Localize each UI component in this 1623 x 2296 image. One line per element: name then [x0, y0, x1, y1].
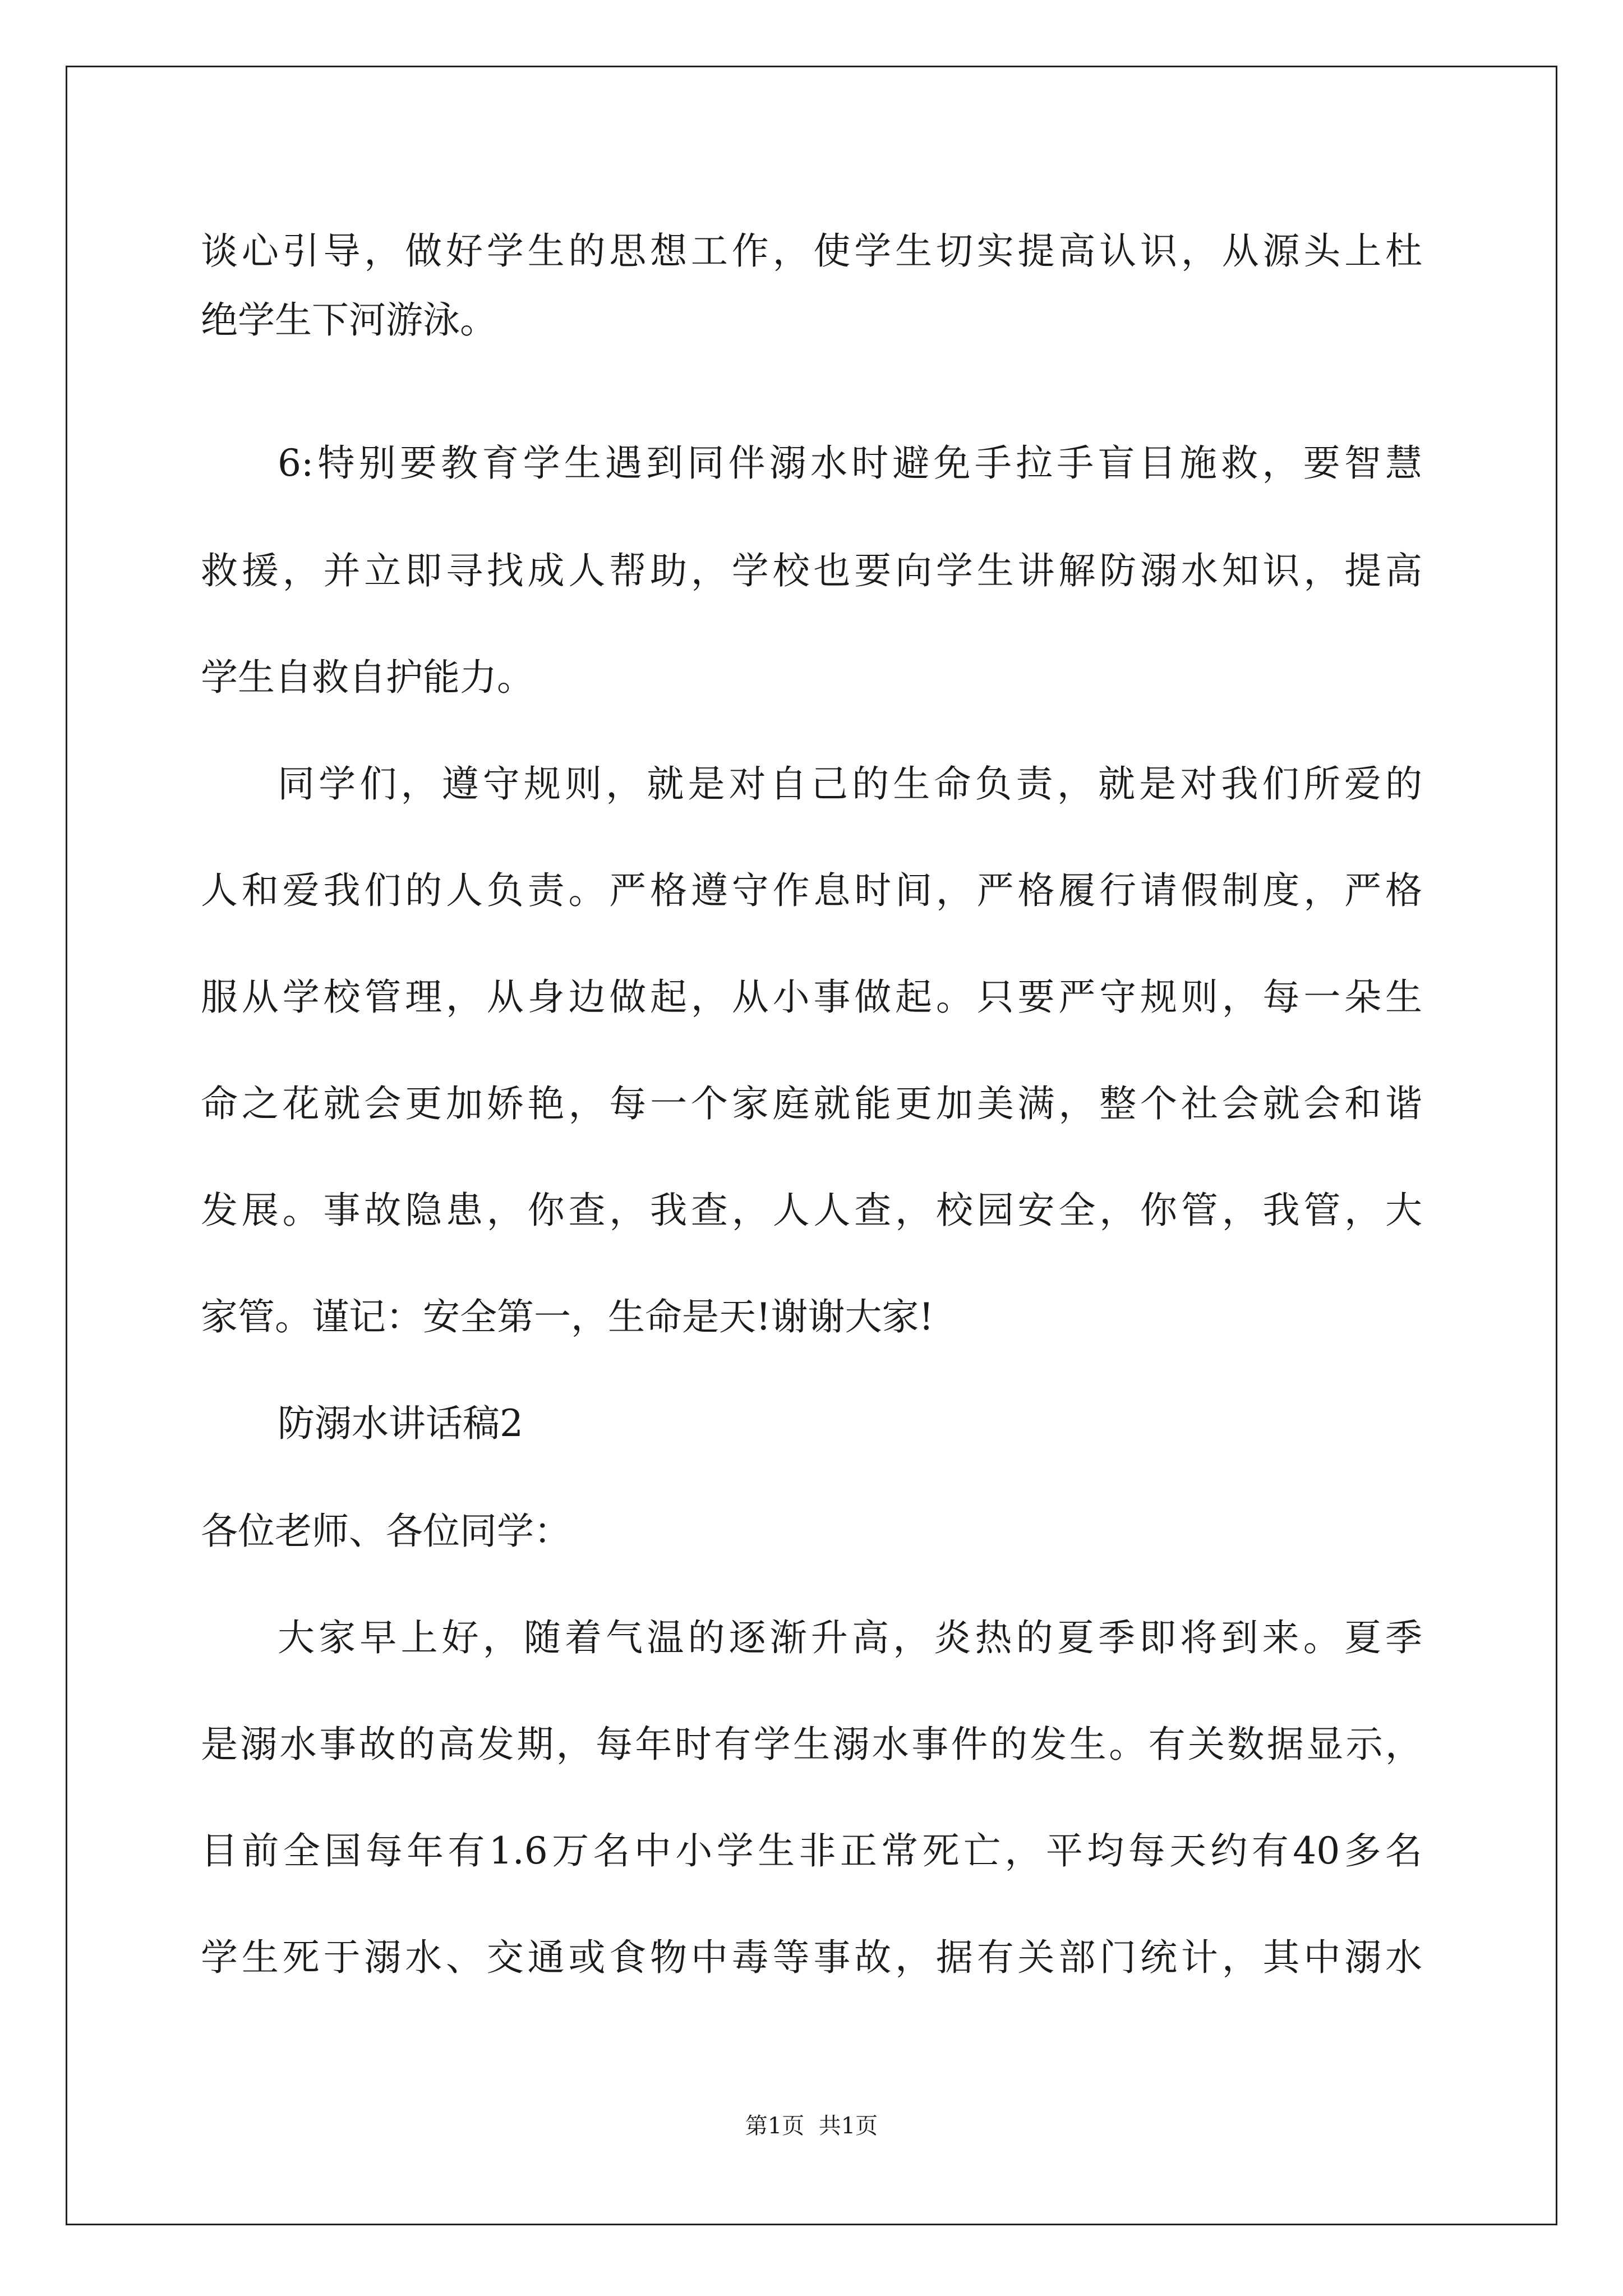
- page-border: [66, 66, 1557, 2225]
- text-line: 是溺水事故的高发期，每年时有学生溺水事件的发生。有关数据显示，: [201, 1723, 1422, 1766]
- text-line: 服从学校管理，从身边做起，从小事做起。只要严守规则，每一朵生: [201, 976, 1422, 1019]
- text-line: 绝学生下河游泳。: [201, 298, 497, 342]
- text-line: 谈心引导，做好学生的思想工作，使学生切实提高认识，从源头上杜: [201, 229, 1422, 273]
- text-line: 家管。谨记：安全第一，生命是天!谢谢大家!: [201, 1295, 934, 1338]
- text-line: 同学们，遵守规则，就是对自己的生命负责，就是对我们所爱的: [278, 762, 1422, 806]
- text-line: 6:特别要教育学生遇到同伴溺水时避免手拉手盲目施救，要智慧: [278, 441, 1422, 485]
- text-line: 学生自救自护能力。: [201, 656, 534, 699]
- salutation: 各位老师、各位同学：: [201, 1510, 571, 1553]
- section-heading: 防溺水讲话稿2: [278, 1402, 523, 1445]
- text-line: 人和爱我们的人负责。严格遵守作息时间，严格履行请假制度，严格: [201, 869, 1422, 912]
- page-footer: 第1页 共1页: [745, 2113, 878, 2139]
- text-line: 救援，并立即寻找成人帮助，学校也要向学生讲解防溺水知识，提高: [201, 549, 1422, 592]
- text-line: 目前全国每年有1.6万名中小学生非正常死亡，平均每天约有40多名: [201, 1829, 1422, 1872]
- text-line: 发展。事故隐患，你查，我查，人人查，校园安全，你管，我管，大: [201, 1189, 1422, 1232]
- text-line: 大家早上好，随着气温的逐渐升高，炎热的夏季即将到来。夏季: [278, 1616, 1422, 1659]
- text-line: 命之花就会更加娇艳，每一个家庭就能更加美满，整个社会就会和谐: [201, 1082, 1422, 1125]
- text-line: 学生死于溺水、交通或食物中毒等事故，据有关部门统计，其中溺水: [201, 1936, 1422, 1979]
